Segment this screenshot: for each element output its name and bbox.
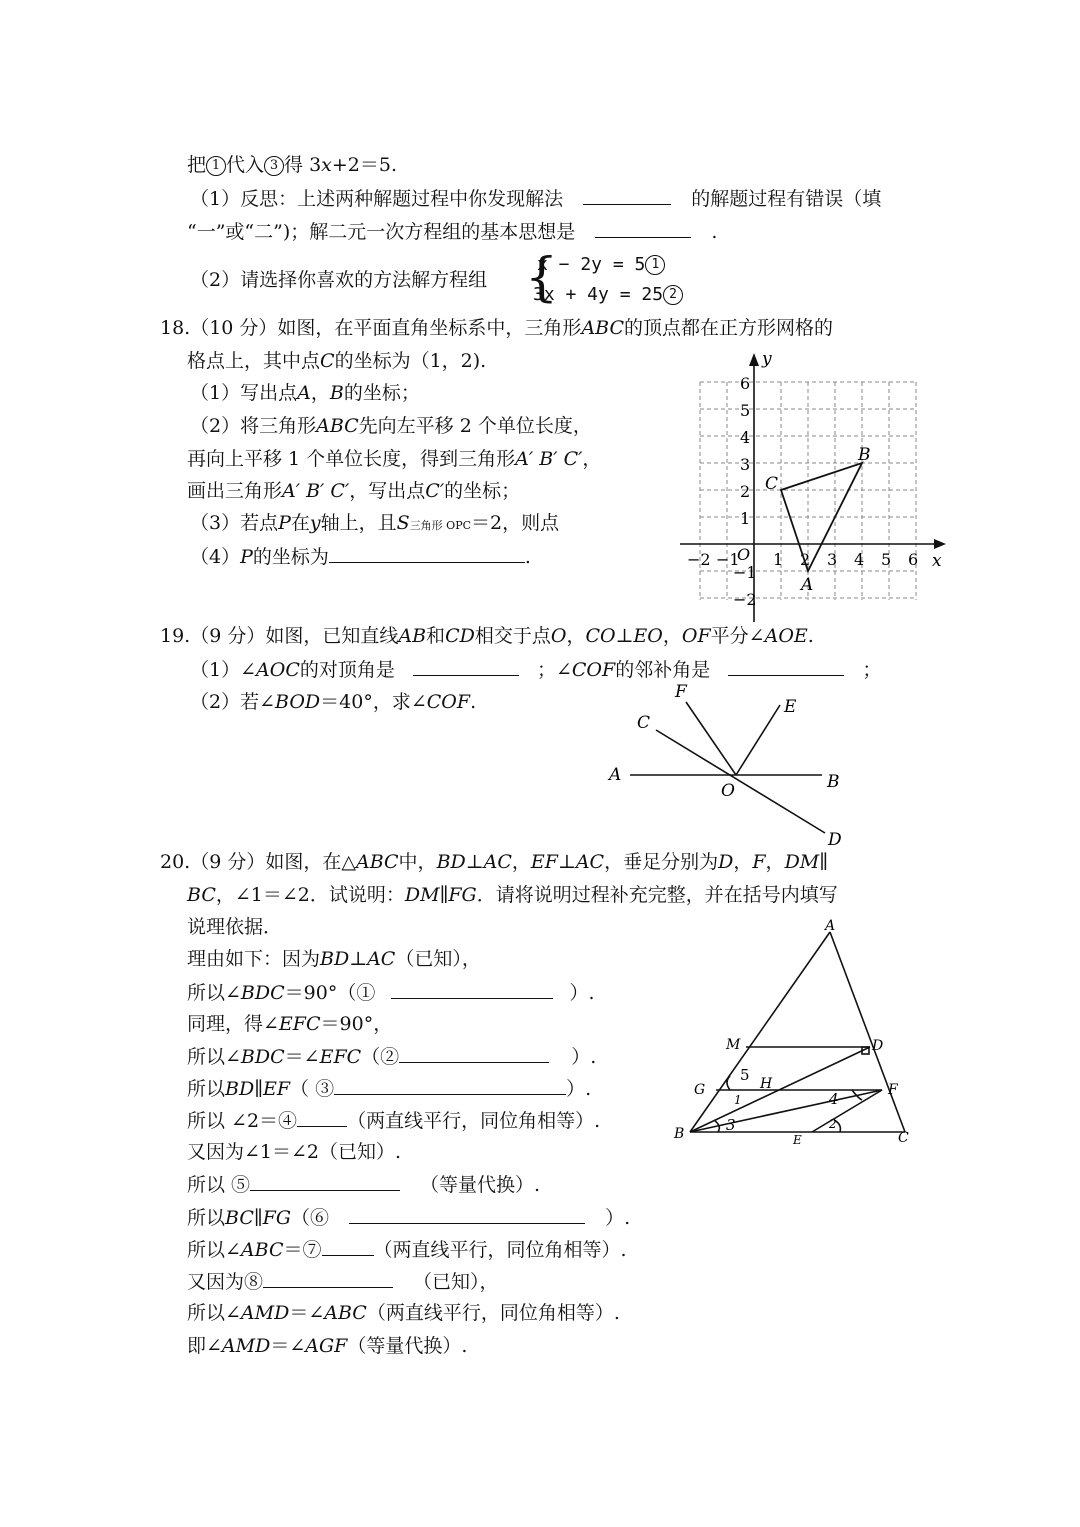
reason-line-2: 所以∠BDC＝90°（① ）. — [187, 982, 595, 1004]
reason-line-5: 所以BD∥EF（ ③ ）. — [187, 1078, 592, 1100]
equation-2: 3x + 4y = 25 2 — [533, 284, 683, 305]
label-d: D — [828, 830, 842, 850]
reason-line-8: 所以 ⑤ （等量代换）. — [187, 1174, 541, 1196]
q18-part4: （4）P的坐标为 . — [190, 546, 531, 568]
x-tick: 1 — [773, 550, 784, 569]
reason-line-3: 同理，得∠EFC＝90°， — [187, 1013, 393, 1035]
label-h: H — [760, 1076, 773, 1092]
reason-line-9: 所以BC∥FG（⑥ ）. — [187, 1207, 631, 1229]
label-c: C — [637, 713, 651, 733]
answer-blank[interactable] — [329, 544, 525, 563]
y-tick: 6 — [740, 374, 751, 393]
triangle-figure — [670, 915, 930, 1155]
equation-1: x − 2y = 5 1 — [537, 254, 665, 275]
point-b-label: B — [858, 445, 871, 465]
circled-3: 3 — [264, 156, 284, 176]
y-tick: −2 — [733, 590, 757, 609]
x-tick: 4 — [854, 550, 865, 569]
circled-1: 1 — [206, 156, 226, 176]
x-tick: −1 — [716, 550, 740, 569]
origin-label: O — [737, 545, 751, 564]
y-axis-arrow — [749, 353, 759, 366]
q19-part2: （2）若∠BOD＝40°，求∠COF. — [190, 691, 477, 713]
answer-blank[interactable] — [583, 186, 671, 205]
q17-substitution-line: 把 1 代入 3 得 3x+2＝5. — [187, 154, 398, 176]
intersecting-lines-figure — [600, 680, 860, 850]
q18-heading: 18.（10 分）如图，在平面直角坐标系中，三角形ABC的顶点都在正方形网格的 — [160, 317, 834, 339]
y-tick: 1 — [740, 509, 751, 528]
ray-oe — [736, 705, 780, 775]
label-g: G — [694, 1082, 706, 1098]
q18-part1: （1）写出点A，B的坐标； — [190, 382, 420, 404]
angle-label-3: 3 — [726, 1116, 736, 1134]
x-tick: 6 — [908, 550, 919, 569]
q18-part2-line1: （2）将三角形ABC先向左平移 2 个单位长度， — [190, 415, 592, 437]
angle-label-2: 2 — [829, 1117, 837, 1131]
x-tick: 2 — [800, 550, 811, 569]
blank-1[interactable] — [391, 980, 553, 999]
blank-8[interactable] — [263, 1269, 393, 1288]
angle-label-5: 5 — [740, 1066, 750, 1084]
reason-line-11: 又因为⑧ （已知）， — [187, 1271, 499, 1293]
angle-label-4: 4 — [829, 1090, 839, 1108]
label-m: M — [726, 1037, 741, 1053]
x-axis-arrow — [934, 539, 946, 549]
label-c: C — [898, 1130, 909, 1146]
blank-3[interactable] — [334, 1076, 566, 1095]
side-ac — [830, 932, 905, 1132]
q17-part2: （2）请选择你喜欢的方法解方程组 — [190, 269, 488, 291]
reason-line-10: 所以∠ABC＝⑦ （两直线平行，同位角相等）. — [187, 1239, 627, 1261]
label-o: O — [721, 781, 735, 801]
angle-mark-5 — [727, 1076, 730, 1090]
answer-blank[interactable] — [413, 657, 519, 676]
label-e: E — [793, 1133, 802, 1147]
q19-heading: 19.（9 分）如图，已知直线AB和CD相交于点O，CO⊥EO，OF平分∠AOE. — [160, 625, 814, 647]
segment-ef — [812, 1090, 882, 1132]
label-b: B — [674, 1126, 685, 1142]
label-f: F — [675, 682, 687, 702]
blank-2[interactable] — [399, 1044, 549, 1063]
side-ab — [690, 932, 830, 1132]
reason-line-12: 所以∠AMD＝∠ABC（两直线平行，同位角相等）. — [187, 1302, 620, 1324]
y-axis-label: y — [762, 349, 772, 369]
q20-line3: 说理依据． — [187, 916, 283, 938]
blank-7[interactable] — [322, 1237, 374, 1256]
reason-line-4: 所以∠BDC＝∠EFC（② ）. — [187, 1046, 597, 1068]
y-tick: −1 — [733, 563, 757, 582]
blank-6[interactable] — [349, 1205, 585, 1224]
q18-part2-line2: 再向上平移 1 个单位长度，得到三角形A′ B′ C′， — [187, 448, 602, 470]
q17-part1-line1: （1）反思：上述两种解题过程中你发现解法 的解题过程有错误（填 — [190, 188, 882, 210]
y-tick: 5 — [740, 401, 751, 420]
blank-5[interactable] — [250, 1172, 400, 1191]
y-tick: 3 — [740, 455, 751, 474]
blank-4[interactable] — [297, 1108, 347, 1127]
q18-line2: 格点上，其中点C的坐标为（1，2). — [187, 350, 487, 372]
reason-line-1: 理由如下：因为BD⊥AC（已知）， — [187, 948, 481, 970]
label-a: A — [825, 918, 836, 934]
label-b: B — [827, 772, 840, 792]
answer-blank[interactable] — [595, 219, 691, 238]
x-tick: 3 — [827, 550, 838, 569]
x-tick: 5 — [881, 550, 892, 569]
q17-part1-line2: “一”或“二”)；解二元一次方程组的基本思想是 . — [187, 221, 718, 243]
x-axis-label: x — [932, 551, 942, 571]
brace-symbol: { — [525, 248, 559, 308]
reason-line-6: 所以 ∠2＝④ （两直线平行，同位角相等）. — [187, 1110, 601, 1132]
point-a-label: A — [801, 575, 814, 595]
q19-part1: （1）∠AOC的对顶角是 ；∠COF的邻补角是 ； — [190, 659, 882, 681]
angle-label-1: 1 — [734, 1093, 742, 1107]
label-a: A — [609, 765, 622, 785]
reason-line-13: 即∠AMD＝∠AGF（等量代换）. — [187, 1335, 468, 1357]
q18-part3: （3）若点P在y轴上，且S三角形 OPC＝2，则点 — [190, 512, 560, 534]
point-c-label: C — [765, 474, 779, 494]
line-cd — [656, 730, 825, 833]
x-tick: −2 — [687, 550, 711, 569]
label-d: D — [872, 1038, 884, 1054]
label-e: E — [784, 697, 797, 717]
reason-line-7: 又因为∠1＝∠2（已知）. — [187, 1141, 402, 1163]
y-tick: 2 — [740, 482, 751, 501]
q20-line2: BC，∠1＝∠2．试说明：DM∥FG．请将说明过程补充完整，并在括号内填写 — [187, 884, 838, 906]
y-tick: 4 — [740, 428, 751, 447]
label-f: F — [888, 1082, 898, 1098]
coordinate-grid-figure — [670, 345, 960, 625]
q18-part2-line3: 画出三角形A′ B′ C′，写出点C′的坐标； — [187, 480, 521, 502]
answer-blank[interactable] — [728, 657, 844, 676]
q20-heading: 20.（9 分）如图，在△ABC中，BD⊥AC，EF⊥AC，垂足分别为D，F，DM∥ — [160, 851, 829, 873]
